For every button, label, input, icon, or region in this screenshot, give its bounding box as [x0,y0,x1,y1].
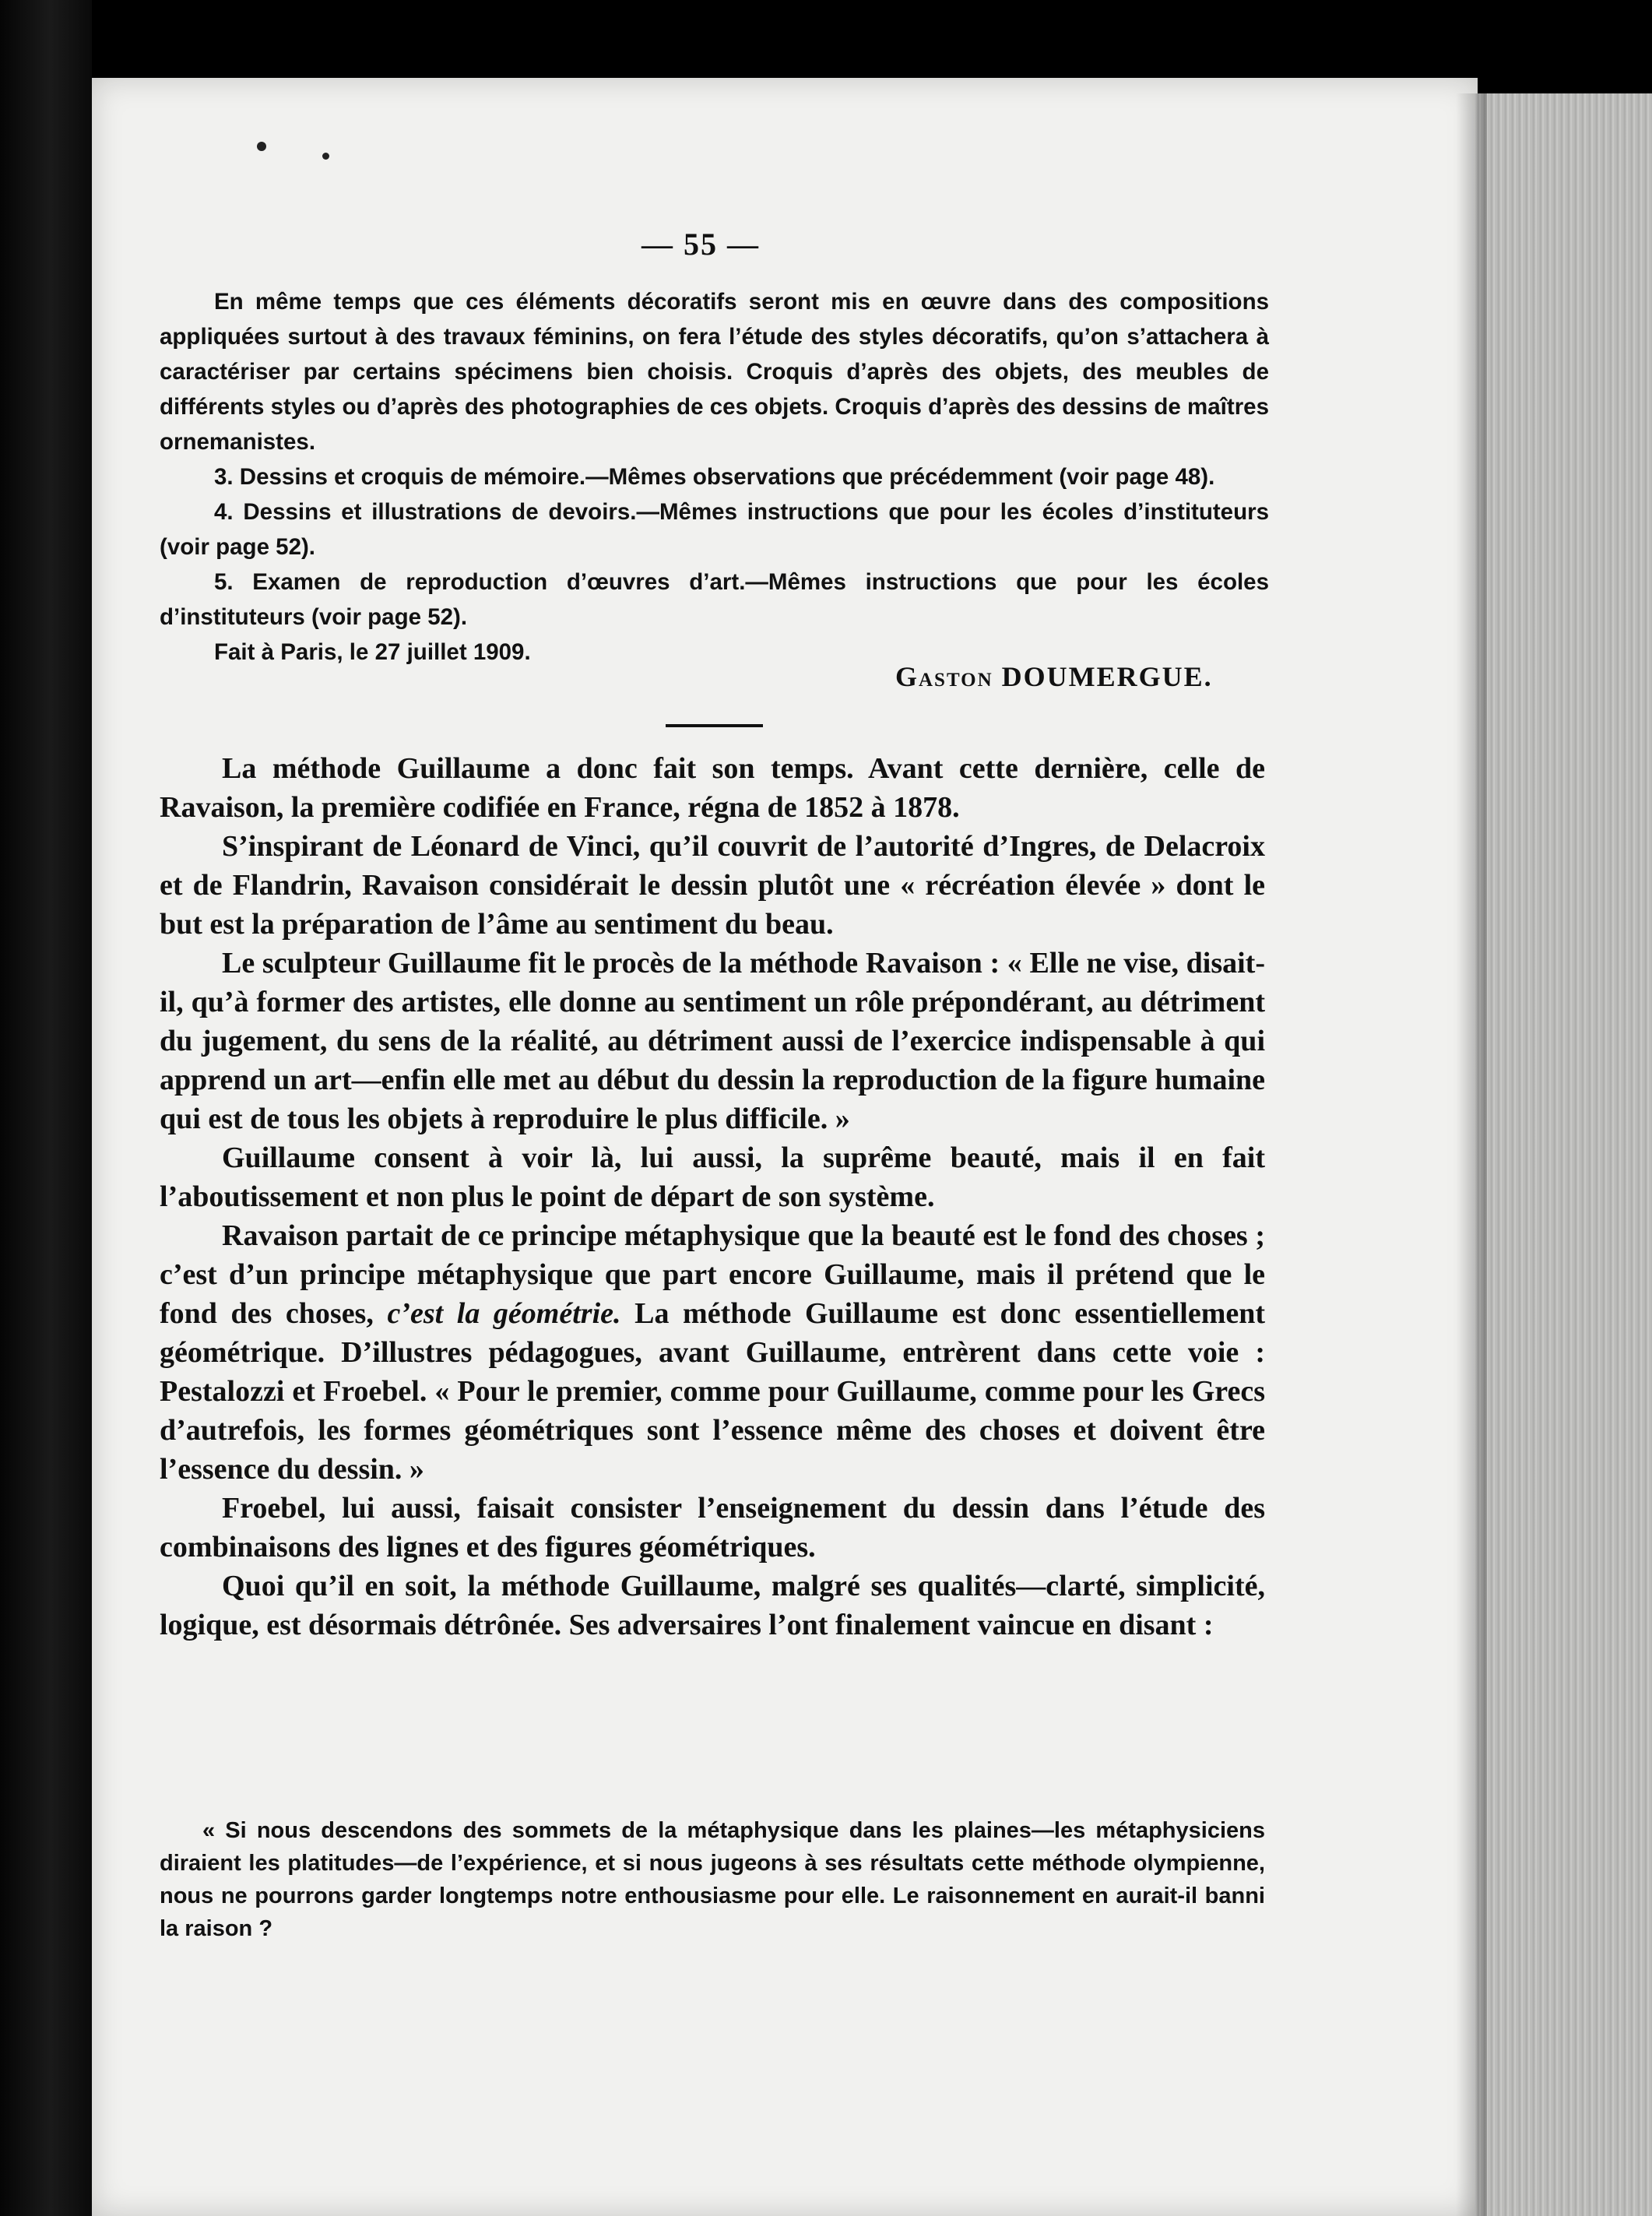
paragraph: Froebel, lui aussi, faisait consister l’enseignement du dessin dans l’étude des combinaisons des lignes et des figures géométriques. [160,1492,1265,1564]
main-text [160,749,1265,1644]
paragraph: Le sculpteur Guillaume fit le procès de la méthode Ravaison : « Elle ne vise, disait-il, qu’à former des artistes, elle donne au sentiment un rôle prépondérant, au détriment du jugement, du sens de la réalité, au détriment aussi de l’exercice indispensable à qui apprend un art—enfin elle met au début du dessin la reproduction de la figure humaine qui est de tous les objets à reproduire le plus difficile. » [160,947,1265,1135]
book-binding-shadow [0,0,92,2216]
section-divider [666,724,763,727]
paragraph: La méthode Guillaume a donc fait son temps. Avant cette dernière, celle de Ravaison, la première codifiée en France, régna de 1852 à 1878. [160,752,1265,824]
paragraph: Quoi qu’il en soit, la méthode Guillaume, malgré ses qualités—clarté, simplicité, logique, est désormais détrônée. Ses adversaires l’ont finalement vaincue en disant : [160,1570,1265,1641]
paragraph [160,1216,1265,1489]
quotation-text: « Si nous descendons des sommets de la métaphysique dans les plaines—les métaphysiciens diraient les platitudes—de l’expérience, et si nous jugeons à ses résultats cette méthode olympienne, nous ne pourrons garder longtemps notre enthousiasme pour elle. Le raisonnement en aurait-il banni la raison ? [160,1818,1265,1941]
page-number: — 55 — [641,227,760,262]
paragraph-text: La méthode Guillaume est donc essentiellement géométrique. D’illustres pédagogues, avant Guillaume, entrèrent dans cette voie : Pestalozzi et Froebel. « Pour le premier, comme pour Guillaume, comme pour les Grecs d’autrefois, les formes géométriques sont l’essence même des choses et doivent être l’essence du dessin. » [160,1297,1266,1486]
speck-mark [257,142,266,151]
signature: Gaston DOUMERGUE. [895,661,1213,692]
decree-text [160,284,1269,670]
page-edge-shadow [1456,93,1487,2216]
decree-date-line: Fait à Paris, le 27 juillet 1909. [214,639,531,665]
page-stack-edge [1475,93,1652,2216]
italic-phrase: c’est la géométrie. [387,1297,621,1330]
quotation-block [160,1814,1265,1945]
paragraph: S’inspirant de Léonard de Vinci, qu’il couvrit de l’autorité d’Ingres, de Delacroix et de Flandrin, Ravaison considérait le dessin plutôt une « récréation élevée » dont le but est la préparation de l’âme au sentiment du beau. [160,830,1265,941]
paragraph: Guillaume consent à voir là, lui aussi, la suprême beauté, mais il en fait l’aboutissement et non plus le point de départ de son système. [160,1141,1265,1213]
decree-item-5: 5. Examen de reproduction d’œuvres d’art.—Mêmes instructions que pour les écoles d’instituteurs (voir page 52). [160,569,1269,630]
decree-paragraph: En même temps que ces éléments décoratifs seront mis en œuvre dans des compositions appliquées surtout à des travaux féminins, on fera l’étude des styles décoratifs, qu’on s’attachera à caractériser par certains spécimens bien choisis. Croquis d’après des objets, des meubles de différents styles ou d’après des photographies de ces objets. Croquis d’après des dessins de maîtres ornemanistes. [160,289,1269,455]
paragraph-text: Ravaison partait de ce principe métaphysique que la beauté est le fond des choses ; c’est d’un principe métaphysique que part encore Guillaume, mais il prétend que le fond des choses, [160,1219,1265,1330]
decree-item-4: 4. Dessins et illustrations de devoirs.—Mêmes instructions que pour les écoles d’instituteurs (voir page 52). [160,499,1269,560]
decree-item-3: 3. Dessins et croquis de mémoire.—Mêmes observations que précédemment (voir page 48). [214,464,1215,490]
speck-mark [322,153,329,160]
